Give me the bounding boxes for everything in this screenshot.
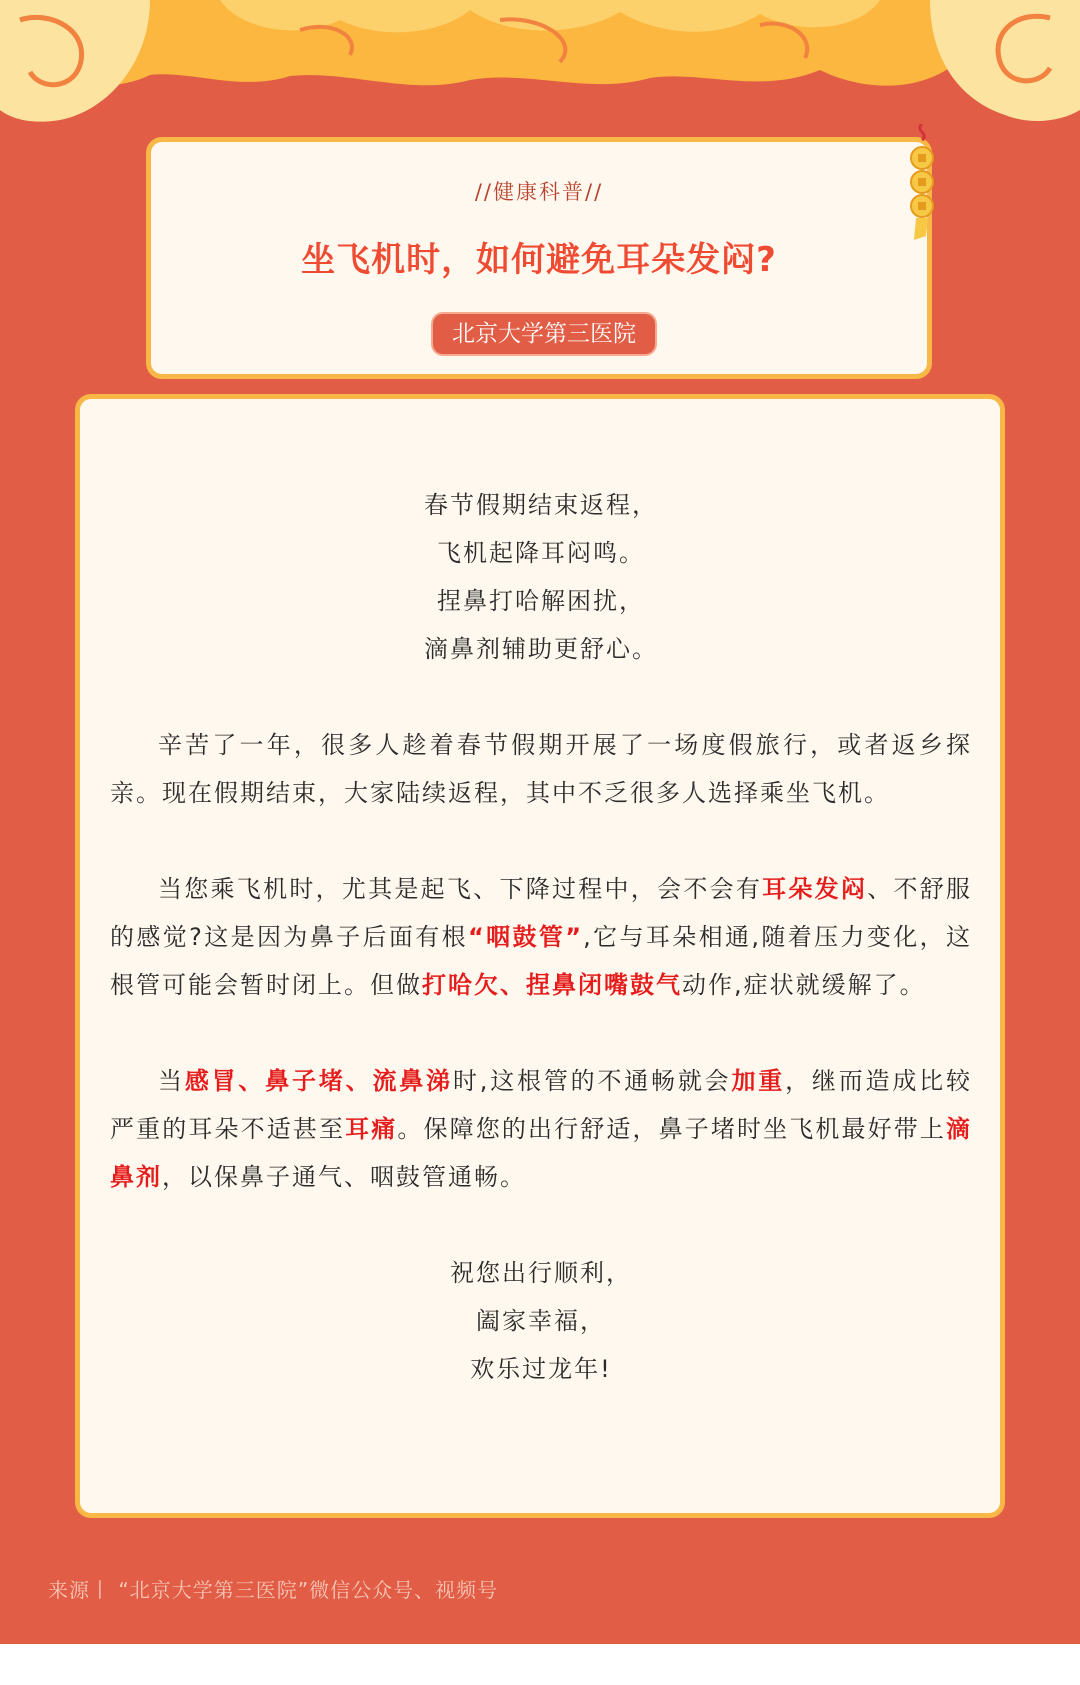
highlight-text: 感冒、鼻子堵、流鼻涕 <box>184 1067 453 1095</box>
poem-line: 滴鼻剂辅助更舒心。 <box>424 635 658 663</box>
article-card <box>75 394 1005 1518</box>
article-title: 坐飞机时，如何避免耳朵发闷? <box>301 240 777 280</box>
cloud-decoration <box>0 0 1080 130</box>
header-card <box>146 137 932 379</box>
highlight-text: 打哈欠、捏鼻闭嘴鼓气 <box>422 971 682 999</box>
poem-line: 飞机起降耳闷鸣。 <box>437 539 645 567</box>
source-footer: 来源丨 “北京大学第三医院”微信公众号、视频号 <box>48 1578 499 1602</box>
coin-tassel-icon <box>904 124 940 244</box>
paragraph-intro: 辛苦了一年，很多人趁着春节假期开展了一场度假旅行，或者返乡探亲。现在假期结束，大家陆续返程，其中不乏很多人选择乘坐飞机。 <box>110 731 972 807</box>
highlight-text: 耳痛 <box>345 1115 398 1143</box>
highlight-text: 滴鼻剂 <box>110 1115 972 1191</box>
paragraph-advice: 当感冒、鼻子堵、流鼻涕时,这根管的不通畅就会加重，继而造成比较严重的耳朵不适甚至耳痛。保障您的出行舒适，鼻子堵时坐飞机最好带上滴鼻剂，以保鼻子通气、咽鼓管通畅。 <box>110 1067 972 1191</box>
highlight-text: 加重 <box>731 1067 786 1095</box>
blessing-line: 祝您出行顺利， <box>450 1259 632 1287</box>
blessing-line: 欢乐过龙年! <box>470 1355 612 1383</box>
blessing-line: 阖家幸福， <box>476 1307 606 1335</box>
section-tag: //健康科普// <box>474 180 604 204</box>
paragraph-cause: 当您乘飞机时，尤其是起飞、下降过程中，会不会有耳朵发闷、不舒服的感觉?这是因为鼻子后面有根“咽鼓管”,它与耳朵相通,随着压力变化，这根管可能会暂时闭上。但做打哈欠、捏鼻闭嘴鼓气动作,症状就缓解了。 <box>110 875 973 999</box>
article-body <box>110 481 972 1393</box>
poem-line: 捏鼻打哈解困扰， <box>437 587 645 615</box>
highlight-text: “咽鼓管” <box>468 923 584 951</box>
highlight-text: 耳朵发闷 <box>762 875 868 903</box>
poem-line: 春节假期结束返程， <box>424 491 658 519</box>
source-badge: 北京大学第三医院 <box>433 314 655 354</box>
